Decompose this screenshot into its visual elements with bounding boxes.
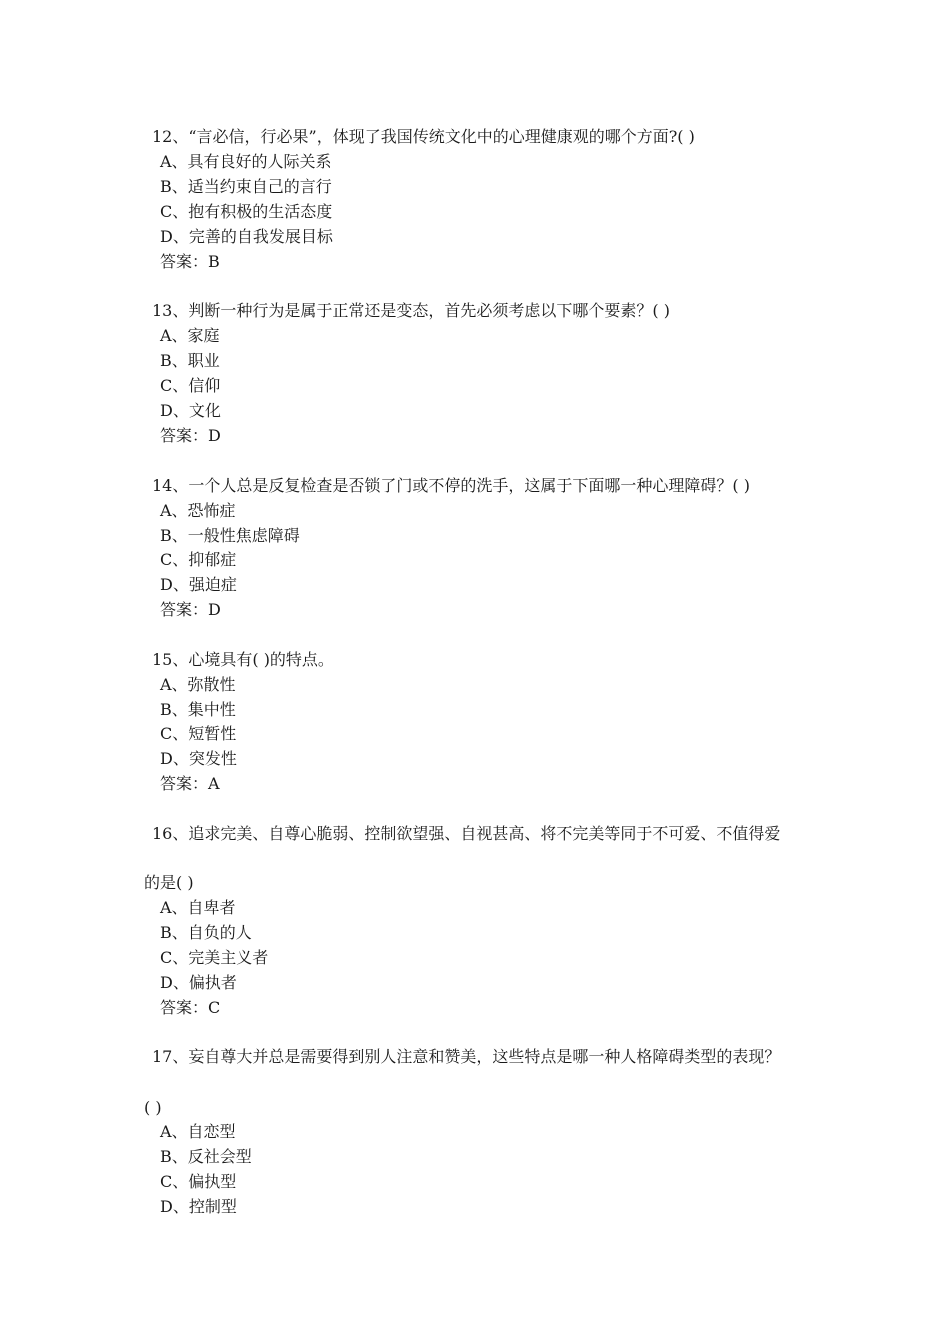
question-16-option-d: D、偏执者 (160, 973, 237, 992)
question-13-option-c: C、信仰 (160, 376, 221, 395)
question-12-option-b: B、适当约束自己的言行 (160, 177, 332, 196)
question-15-answer: 答案：A (160, 774, 220, 793)
question-14-option-a: A、恐怖症 (160, 501, 236, 520)
question-16-text-cont: 的是( ) (144, 873, 194, 892)
question-15-text: 15、心境具有( )的特点。 (152, 650, 334, 669)
question-12-answer: 答案：B (160, 252, 220, 271)
question-13-text: 13、判断一种行为是属于正常还是变态，首先必须考虑以下哪个要素？( ) (152, 301, 670, 320)
question-14-option-b: B、一般性焦虑障碍 (160, 526, 300, 545)
question-15-option-b: B、集中性 (160, 700, 236, 719)
question-16-option-b: B、自负的人 (160, 923, 252, 942)
question-13-option-d: D、文化 (160, 401, 221, 420)
question-14-option-d: D、强迫症 (160, 575, 237, 594)
question-16-answer: 答案：C (160, 998, 221, 1017)
question-12-text: 12、“言必信，行必果”，体现了我国传统文化中的心理健康观的哪个方面?( ) (152, 127, 695, 146)
question-13-option-a: A、家庭 (160, 326, 220, 345)
question-15-option-c: C、短暂性 (160, 724, 237, 743)
question-16-option-a: A、自卑者 (160, 898, 236, 917)
question-15-option-d: D、突发性 (160, 749, 237, 768)
question-17-option-d: D、控制型 (160, 1197, 237, 1216)
question-12-option-a: A、具有良好的人际关系 (160, 152, 332, 171)
question-17-option-b: B、反社会型 (160, 1147, 252, 1166)
question-17-text-cont: ( ) (144, 1098, 162, 1117)
question-13-answer: 答案：D (160, 426, 221, 445)
question-16-option-c: C、完美主义者 (160, 948, 269, 967)
question-12-option-d: D、完善的自我发展目标 (160, 227, 333, 246)
question-13-option-b: B、职业 (160, 351, 220, 370)
question-15-option-a: A、弥散性 (160, 675, 236, 694)
question-12-option-c: C、抱有积极的生活态度 (160, 202, 333, 221)
question-17-text: 17、妄自尊大并总是需要得到别人注意和赞美，这些特点是哪一种人格障碍类型的表现？ (152, 1047, 781, 1066)
question-17-option-a: A、自恋型 (160, 1122, 236, 1141)
question-16-text: 16、追求完美、自尊心脆弱、控制欲望强、自视甚高、将不完美等同于不可爱、不值得爱 (152, 824, 781, 843)
question-14-answer: 答案：D (160, 600, 221, 619)
question-17-option-c: C、偏执型 (160, 1172, 237, 1191)
question-14-text: 14、一个人总是反复检查是否锁了门或不停的洗手，这属于下面哪一种心理障碍？( ) (152, 476, 750, 495)
question-14-option-c: C、抑郁症 (160, 550, 237, 569)
